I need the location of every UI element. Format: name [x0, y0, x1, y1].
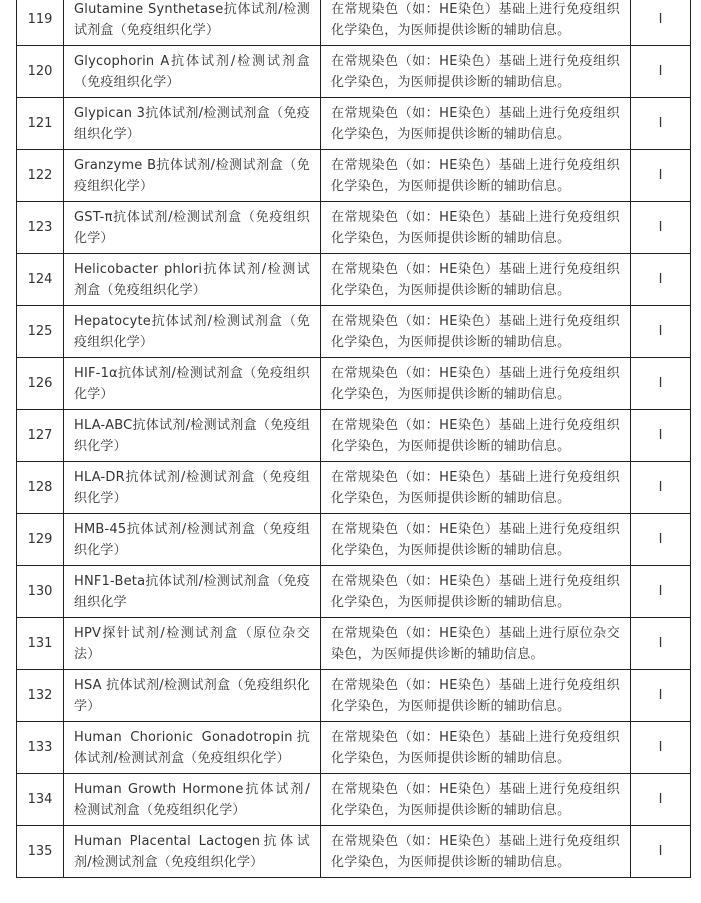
product-name-text: HSA 抗体试剂/检测试剂盒（免疫组织化学）: [74, 677, 310, 714]
table-row: [17, 670, 691, 722]
management-class-text: I: [658, 532, 663, 547]
management-class-text: I: [658, 272, 663, 287]
intended-use-cell: [321, 306, 631, 358]
product-table-body: [17, 0, 691, 878]
row-number-text: 124: [27, 272, 53, 287]
intended-use-text: 在常规染色（如：HE染色）基础上进行免疫组织化学染色，为医师提供诊断的辅助信息。: [331, 469, 620, 506]
product-name-cell: [64, 514, 321, 566]
row-number-cell: [17, 774, 64, 826]
intended-use-text: 在常规染色（如：HE染色）基础上进行免疫组织化学染色，为医师提供诊断的辅助信息。: [331, 53, 620, 90]
management-class-cell: [631, 618, 691, 670]
row-number-cell: [17, 0, 64, 46]
management-class-text: I: [658, 792, 663, 807]
intended-use-cell: [321, 410, 631, 462]
intended-use-text: 在常规染色（如：HE染色）基础上进行免疫组织化学染色，为医师提供诊断的辅助信息。: [331, 677, 620, 714]
product-name-text: Hepatocyte抗体试剂/检测试剂盒（免疫组织化学）: [74, 313, 310, 350]
intended-use-cell: [321, 150, 631, 202]
row-number-text: 133: [27, 740, 53, 755]
intended-use-text: 在常规染色（如：HE染色）基础上进行免疫组织化学染色，为医师提供诊断的辅助信息。: [331, 209, 620, 246]
intended-use-cell: [321, 46, 631, 98]
intended-use-cell: [321, 254, 631, 306]
table-row: [17, 98, 691, 150]
row-number-cell: [17, 462, 64, 514]
product-name-cell: [64, 358, 321, 410]
management-class-text: I: [658, 584, 663, 599]
row-number-text: 129: [27, 532, 53, 547]
product-name-text: Human Chorionic Gonadotropin抗体试剂/检测试剂盒（免疫组织化学）: [74, 729, 310, 766]
intended-use-text: 在常规染色（如：HE染色）基础上进行免疫组织化学染色，为医师提供诊断的辅助信息。: [331, 105, 620, 142]
management-class-text: I: [658, 12, 663, 27]
table-row: [17, 462, 691, 514]
intended-use-cell: [321, 358, 631, 410]
intended-use-text: 在常规染色（如：HE染色）基础上进行免疫组织化学染色，为医师提供诊断的辅助信息。: [331, 729, 620, 766]
intended-use-text: 在常规染色（如：HE染色）基础上进行免疫组织化学染色，为医师提供诊断的辅助信息。: [331, 833, 620, 870]
product-name-cell: [64, 670, 321, 722]
product-name-text: HMB-45抗体试剂/检测试剂盒（免疫组织化学）: [74, 521, 310, 558]
product-name-text: Glutamine Synthetase抗体试剂/检测试剂盒（免疫组织化学）: [74, 1, 310, 38]
row-number-text: 128: [27, 480, 53, 495]
row-number-text: 132: [27, 688, 53, 703]
table-row: [17, 150, 691, 202]
management-class-cell: [631, 306, 691, 358]
intended-use-cell: [321, 722, 631, 774]
management-class-cell: [631, 98, 691, 150]
intended-use-cell: [321, 462, 631, 514]
table-row: [17, 306, 691, 358]
product-name-text: HIF-1α抗体试剂/检测试剂盒（免疫组织化学）: [74, 365, 310, 402]
product-name-text: GST-π抗体试剂/检测试剂盒（免疫组织化学）: [74, 209, 310, 246]
management-class-text: I: [658, 376, 663, 391]
intended-use-text: 在常规染色（如：HE染色）基础上进行免疫组织化学染色，为医师提供诊断的辅助信息。: [331, 313, 620, 350]
row-number-cell: [17, 98, 64, 150]
management-class-text: I: [658, 480, 663, 495]
product-name-text: Human Growth Hormone抗体试剂/检测试剂盒（免疫组织化学）: [74, 781, 310, 818]
intended-use-text: 在常规染色（如：HE染色）基础上进行免疫组织化学染色，为医师提供诊断的辅助信息。: [331, 157, 620, 194]
product-name-text: Glycophorin A抗体试剂/检测试剂盒（免疫组织化学）: [74, 53, 310, 90]
management-class-text: I: [658, 740, 663, 755]
product-name-cell: [64, 98, 321, 150]
row-number-text: 126: [27, 376, 53, 391]
management-class-text: I: [658, 428, 663, 443]
intended-use-text: 在常规染色（如：HE染色）基础上进行免疫组织化学染色，为医师提供诊断的辅助信息。: [331, 573, 620, 610]
management-class-cell: [631, 462, 691, 514]
row-number-text: 130: [27, 584, 53, 599]
product-name-cell: [64, 0, 321, 46]
row-number-cell: [17, 670, 64, 722]
table-row: [17, 0, 691, 46]
row-number-text: 127: [27, 428, 53, 443]
row-number-text: 122: [27, 168, 53, 183]
intended-use-text: 在常规染色（如：HE染色）基础上进行免疫组织化学染色，为医师提供诊断的辅助信息。: [331, 365, 620, 402]
management-class-cell: [631, 46, 691, 98]
row-number-cell: [17, 254, 64, 306]
product-name-cell: [64, 202, 321, 254]
management-class-text: I: [658, 844, 663, 859]
table-row: [17, 722, 691, 774]
product-name-text: Glypican 3抗体试剂/检测试剂盒（免疫组织化学）: [74, 105, 310, 142]
table-row: [17, 618, 691, 670]
management-class-cell: [631, 722, 691, 774]
management-class-cell: [631, 410, 691, 462]
management-class-cell: [631, 670, 691, 722]
product-name-cell: [64, 410, 321, 462]
product-name-text: HNF1-Beta抗体试剂/检测试剂盒（免疫组织化学: [74, 573, 310, 610]
management-class-cell: [631, 514, 691, 566]
row-number-text: 131: [27, 636, 53, 651]
intended-use-text: 在常规染色（如：HE染色）基础上进行免疫组织化学染色，为医师提供诊断的辅助信息。: [331, 417, 620, 454]
row-number-cell: [17, 514, 64, 566]
product-name-cell: [64, 46, 321, 98]
row-number-cell: [17, 826, 64, 878]
table-row: [17, 826, 691, 878]
management-class-cell: [631, 0, 691, 46]
intended-use-text: 在常规染色（如：HE染色）基础上进行免疫组织化学染色，为医师提供诊断的辅助信息。: [331, 1, 620, 38]
management-class-text: I: [658, 636, 663, 651]
row-number-text: 135: [27, 844, 53, 859]
intended-use-text: 在常规染色（如：HE染色）基础上进行免疫组织化学染色，为医师提供诊断的辅助信息。: [331, 781, 620, 818]
management-class-cell: [631, 150, 691, 202]
row-number-cell: [17, 46, 64, 98]
intended-use-text: 在常规染色（如：HE染色）基础上进行原位杂交染色，为医师提供诊断的辅助信息。: [331, 625, 620, 662]
table-row: [17, 410, 691, 462]
intended-use-cell: [321, 98, 631, 150]
product-name-text: Human Placental Lactogen抗体试剂/检测试剂盒（免疫组织化学）: [74, 833, 310, 870]
row-number-cell: [17, 202, 64, 254]
table-row: [17, 358, 691, 410]
management-class-text: I: [658, 116, 663, 131]
table-row: [17, 774, 691, 826]
table-row: [17, 254, 691, 306]
management-class-cell: [631, 774, 691, 826]
management-class-text: I: [658, 324, 663, 339]
product-name-cell: [64, 462, 321, 514]
row-number-text: 121: [27, 116, 53, 131]
row-number-cell: [17, 566, 64, 618]
intended-use-text: 在常规染色（如：HE染色）基础上进行免疫组织化学染色，为医师提供诊断的辅助信息。: [331, 521, 620, 558]
table-row: [17, 566, 691, 618]
intended-use-cell: [321, 566, 631, 618]
management-class-cell: [631, 202, 691, 254]
intended-use-text: 在常规染色（如：HE染色）基础上进行免疫组织化学染色，为医师提供诊断的辅助信息。: [331, 261, 620, 298]
intended-use-cell: [321, 618, 631, 670]
product-name-text: HLA-ABC抗体试剂/检测试剂盒（免疫组织化学）: [74, 417, 310, 454]
intended-use-cell: [321, 774, 631, 826]
management-class-text: I: [658, 220, 663, 235]
product-name-text: Helicobacter phlori抗体试剂/检测试剂盒（免疫组织化学）: [74, 261, 310, 298]
row-number-text: 119: [27, 12, 53, 27]
product-name-cell: [64, 150, 321, 202]
product-name-text: HLA-DR抗体试剂/检测试剂盒（免疫组织化学）: [74, 469, 310, 506]
product-name-text: HPV探针试剂/检测试剂盒（原位杂交法）: [74, 625, 310, 662]
row-number-cell: [17, 722, 64, 774]
product-name-cell: [64, 722, 321, 774]
row-number-cell: [17, 306, 64, 358]
row-number-cell: [17, 410, 64, 462]
row-number-text: 125: [27, 324, 53, 339]
intended-use-cell: [321, 826, 631, 878]
intended-use-cell: [321, 202, 631, 254]
row-number-text: 134: [27, 792, 53, 807]
intended-use-cell: [321, 0, 631, 46]
intended-use-cell: [321, 670, 631, 722]
product-table: [16, 0, 691, 878]
table-row: [17, 46, 691, 98]
management-class-text: I: [658, 64, 663, 79]
row-number-text: 123: [27, 220, 53, 235]
product-name-cell: [64, 618, 321, 670]
product-name-cell: [64, 826, 321, 878]
management-class-cell: [631, 254, 691, 306]
row-number-cell: [17, 358, 64, 410]
product-name-cell: [64, 306, 321, 358]
table-row: [17, 202, 691, 254]
product-name-text: Granzyme B抗体试剂/检测试剂盒（免疫组织化学）: [74, 157, 310, 194]
product-name-cell: [64, 254, 321, 306]
intended-use-cell: [321, 514, 631, 566]
management-class-text: I: [658, 688, 663, 703]
management-class-cell: [631, 566, 691, 618]
row-number-cell: [17, 618, 64, 670]
product-name-cell: [64, 774, 321, 826]
row-number-text: 120: [27, 64, 53, 79]
table-row: [17, 514, 691, 566]
product-name-cell: [64, 566, 321, 618]
row-number-cell: [17, 150, 64, 202]
management-class-cell: [631, 358, 691, 410]
management-class-cell: [631, 826, 691, 878]
management-class-text: I: [658, 168, 663, 183]
